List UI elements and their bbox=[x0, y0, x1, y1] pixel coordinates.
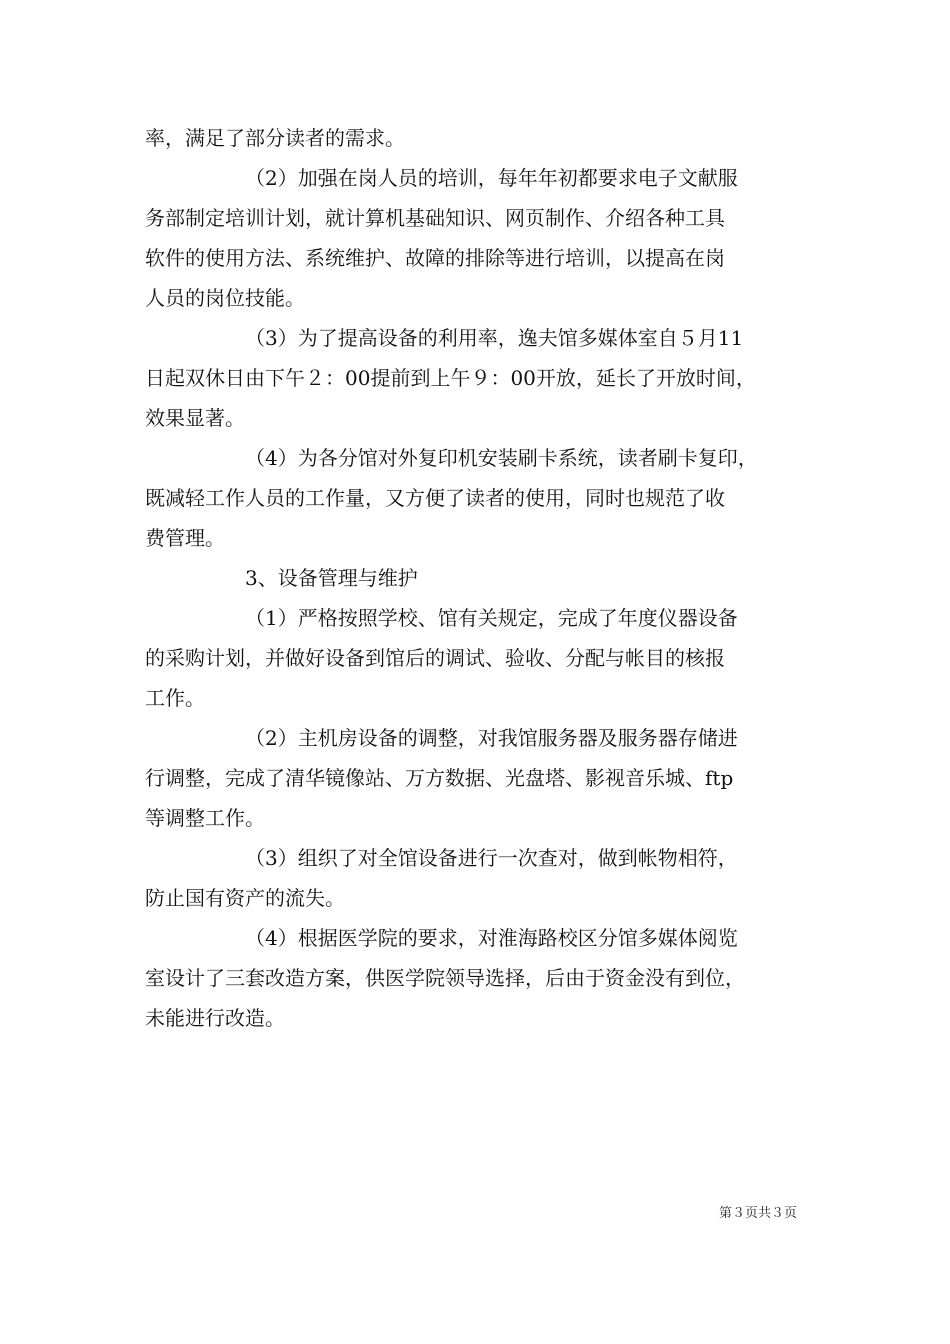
text-line: （4）为各分馆对外复印机安装刷卡系统，读者刷卡复印， bbox=[245, 446, 758, 470]
page-footer: 第３页共３页 bbox=[719, 1206, 798, 1221]
text-line: 防止国有资产的流失。 bbox=[145, 886, 345, 910]
paragraph bbox=[145, 918, 815, 1038]
text-line: （4）根据医学院的要求，对淮海路校区分馆多媒体阅览 bbox=[245, 926, 738, 950]
text-line: 室设计了三套改造方案，供医学院领导选择，后由于资金没有到位， bbox=[145, 966, 745, 990]
text-line: 费管理。 bbox=[145, 526, 225, 550]
paragraph bbox=[145, 438, 815, 558]
paragraph bbox=[145, 118, 815, 158]
section-heading bbox=[145, 558, 815, 598]
text-line: （3）组织了对全馆设备进行一次查对，做到帐物相符， bbox=[245, 846, 738, 870]
paragraph bbox=[145, 598, 815, 718]
paragraph bbox=[145, 718, 815, 838]
text-line: 工作。 bbox=[145, 686, 205, 710]
text-line: 务部制定培训计划，就计算机基础知识、网页制作、介绍各种工具 bbox=[145, 206, 725, 230]
text-line: （2）主机房设备的调整，对我馆服务器及服务器存储进 bbox=[245, 726, 738, 750]
text-line: 率，满足了部分读者的需求。 bbox=[145, 126, 405, 150]
text-line: 日起双休日由下午２：00提前到上午９：00开放，延长了开放时间， bbox=[145, 366, 756, 390]
text-line: 行调整，完成了清华镜像站、万方数据、光盘塔、影视音乐城、ftp bbox=[145, 766, 734, 790]
text-line: 3、设备管理与维护 bbox=[245, 566, 418, 590]
text-line: 效果显著。 bbox=[145, 406, 245, 430]
text-line: （2）加强在岗人员的培训，每年年初都要求电子文献服 bbox=[245, 166, 738, 190]
text-line: 软件的使用方法、系统维护、故障的排除等进行培训，以提高在岗 bbox=[145, 246, 725, 270]
text-line: 人员的岗位技能。 bbox=[145, 286, 305, 310]
text-line: 的采购计划，并做好设备到馆后的调试、验收、分配与帐目的核报 bbox=[145, 646, 725, 670]
text-line: （1）严格按照学校、馆有关规定，完成了年度仪器设备 bbox=[245, 606, 738, 630]
paragraph bbox=[145, 158, 815, 318]
paragraph bbox=[145, 318, 815, 438]
document-body bbox=[145, 118, 815, 1038]
text-line: 等调整工作。 bbox=[145, 806, 265, 830]
text-line: 未能进行改造。 bbox=[145, 1006, 285, 1030]
paragraph bbox=[145, 838, 815, 918]
text-line: （3）为了提高设备的利用率，逸夫馆多媒体室自５月11 bbox=[245, 326, 744, 350]
text-line: 既减轻工作人员的工作量，又方便了读者的使用，同时也规范了收 bbox=[145, 486, 725, 510]
